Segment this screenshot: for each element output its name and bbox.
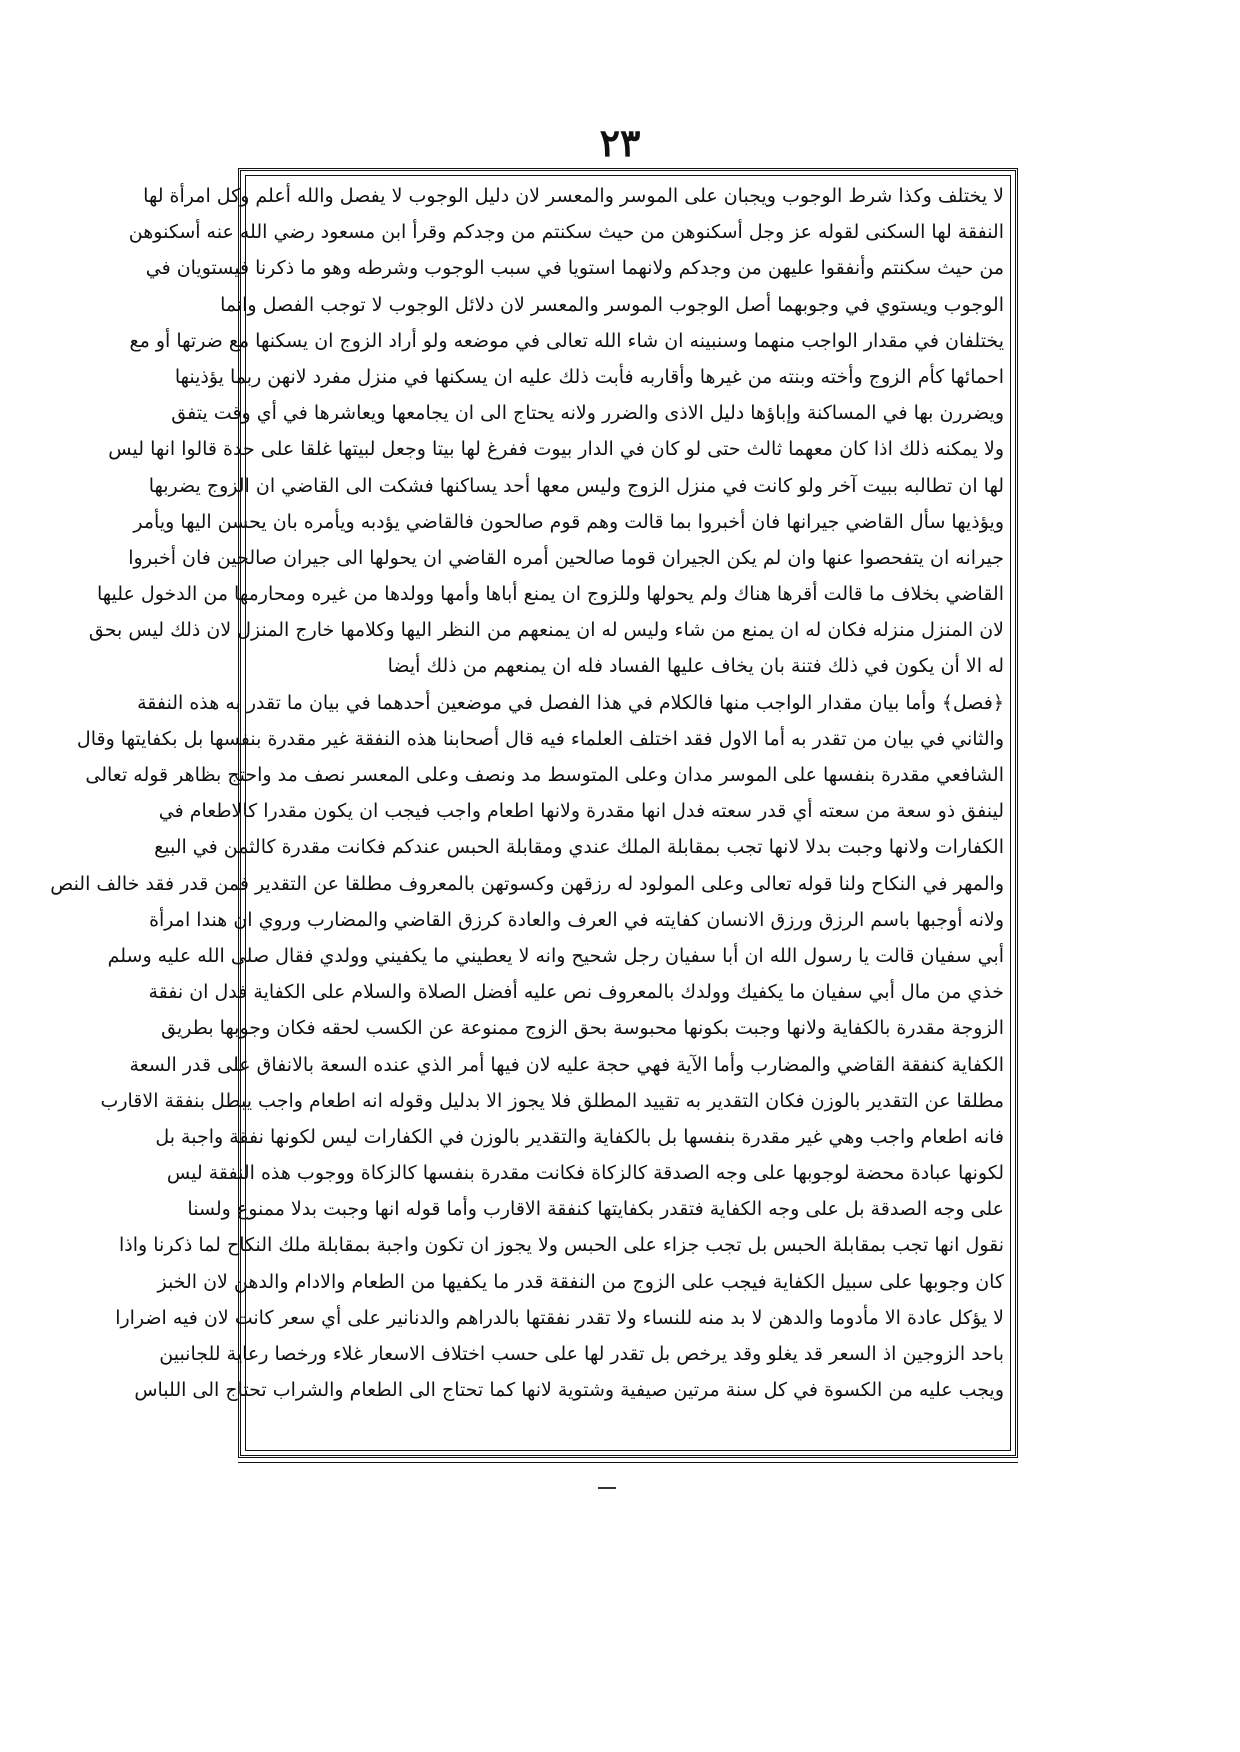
body-text [50,178,1004,1448]
text-line: له الا أن يكون في ذلك فتنة بان يخاف عليها الفساد فله ان يمنعهم من ذلك أيضا [387,655,1004,678]
text-line: والثاني في بيان من تقدر به أما الاول فقد اختلف العلماء فيه قال أصحابنا هذه النفقة غير مقدرة بنفسها بل بكفايتها وقال [76,727,1004,750]
text-line: لان المنزل منزله فكان له ان يمنع من شاء وليس له ان يمنعهم من النظر اليها وكلامها خارج المنزل لان ذلك ليس بحق [88,619,1004,642]
text-line: الكفارات ولانها وجبت بدلا لانها تجب بمقابلة الملك عندي ومقابلة الحبس عندكم فكانت مقدرة كالثمن في البيع [154,836,1004,859]
text-line: خذي من مال أبي سفيان ما يكفيك وولدك بالمعروف نص عليه أفضل الصلاة والسلام على الكفاية فدل ان نفقة [148,981,1004,1004]
text-line: ويؤذيها سأل القاضي جيرانها فان أخبروا بما قالت وهم قوم صالحون فالقاضي يؤدبه ويأمره بان يحسن اليها ويأمر [133,510,1004,533]
text-line: والمهر في النكاح ولنا قوله تعالى وعلى المولود له رزقهن وكسوتهن بالمعروف مطلقا عن التقدير فمن قدر فقد خالف النص [50,872,1004,895]
text-line: الزوجة مقدرة بالكفاية ولانها وجبت بكونها محبوسة بحق الزوج ممنوعة عن الكسب لحقه فكان وجوبها بطريق [161,1017,1004,1040]
text-line: القاضي بخلاف ما قالت أقرها هناك ولم يحولها وللزوج ان يمنع أباها وأمها وولدها من غيره ومحارمها من الدخول عليها [96,583,1004,606]
text-line: أبي سفيان قالت يا رسول الله ان أبا سفيان رجل شحيح وانه لا يعطيني ما يكفيني وولدي فقال صلى الله عليه وسلم [107,944,1004,967]
text-line: احمائها كأم الزوج وأخته وبنته من غيرها وأقاربه فأبت ذلك عليه ان يسكنها في منزل مفرد لانهن ربما يؤذينها [174,365,1004,388]
text-line: على وجه الصدقة بل على وجه الكفاية فتقدر بكفايتها كنفقة الاقارب وأما قوله انها وجبت بدلا ممنوع ولسنا [187,1198,1004,1221]
text-line: يختلفان في مقدار الواجب منهما وسنبينه ان شاء الله تعالى في موضعه ولو أراد الزوج ان يسكنها مع ضرتها أو مع [129,329,1004,352]
text-line: الشافعي مقدرة بنفسها على الموسر مدان وعلى المتوسط مد ونصف وعلى المعسر نصف مد واحتج بظاهر قوله تعالى [85,764,1004,786]
text-line: كان وجوبها على سبيل الكفاية فيجب على الزوج من النفقة قدر ما يكفيها من الطعام والادام والدهن لان الخبز [157,1270,1004,1293]
text-line: باحد الزوجين اذ السعر قد يغلو وقد يرخص بل تقدر لها على حسب اختلاف الاسعار غلاء ورخصا رعاية للجانبين [159,1343,1004,1365]
text-line: لينفق ذو سعة من سعته أي قدر سعته فدل انها مقدرة ولانها اطعام واجب فيجب ان يكون مقدرا كالاطعام في [158,800,1004,823]
text-line: فانه اطعام واجب وهي غير مقدرة بنفسها بل بالكفاية والتقدير بالوزن في الكفارات ليس لكونها نفقة واجبة بل [155,1125,1004,1148]
text-line: جيرانه ان يتفحصوا عنها وان لم يكن الجيران قوما صالحين أمره القاضي ان يحولها الى جيران صالحين فان أخبروا [128,546,1004,569]
stray-ink-mark [598,1487,616,1489]
text-line: لا يؤكل عادة الا مأدوما والدهن لا بد منه للنساء ولا تقدر نفقتها بالدراهم والدنانير على أي سعر كانت لان فيه اضرارا [115,1306,1004,1329]
text-line: ويضررن بها في المساكنة وإباؤها دليل الاذى والضرر ولانه يحتاج الى ان يجامعها ويعاشرها في أي وقت يتفق [171,402,1004,425]
text-line: ولا يمكنه ذلك اذا كان معهما ثالث حتى لو كان في الدار بيوت ففرغ لها بيتا وجعل لبيتها غلقا على حدة قالوا انها ليس [108,438,1004,461]
page-number: ٢٣ [599,120,641,165]
text-line: النفقة لها السكنى لقوله عز وجل أسكنوهن من حيث سكنتم من وجدكم وقرأ ابن مسعود رضي الله عنه أسكنوهن [128,221,1004,244]
text-line: من حيث سكنتم وأنفقوا عليهن من وجدكم ولانهما استويا في سبب الوجوب وشرطه وهو ما ذكرنا فيستويان في [145,257,1004,280]
text-line: ولانه أوجبها باسم الرزق ورزق الانسان كفايته في العرف والعادة كرزق القاضي والمضارب وروي ان هندا امرأة [149,908,1004,931]
text-line: ويجب عليه من الكسوة في كل سنة مرتين صيفية وشتوية لانها كما تحتاج الى الطعام والشراب تحتاج الى اللباس [134,1379,1004,1402]
text-line [252,1408,1004,1444]
text-line: مطلقا عن التقدير بالوزن فكان التقدير به تقييد المطلق فلا يجوز الا بدليل وقوله انه اطعام واجب يبطل بنفقة الاقارب [100,1089,1004,1112]
text-line: لها ان تطالبه ببيت آخر ولو كانت في منزل الزوج وليس معها أحد يساكنها فشكت الى القاضي ان الزوج يضربها [148,474,1004,497]
bottom-rule [238,1462,1018,1463]
text-line: لا يختلف وكذا شرط الوجوب ويجبان على الموسر والمعسر لان دليل الوجوب لا يفصل والله أعلم وكل امرأة لها [143,185,1004,207]
section-heading-line: ﴿فصل﴾ وأما بيان مقدار الواجب منها فالكلام في هذا الفصل في موضعين أحدهما في بيان ما تقدر به هذه النفقة [137,691,1004,714]
text-line: نقول انها تجب بمقابلة الحبس بل تجب جزاء على الحبس ولا يجوز ان تكون واجبة بمقابلة ملك النكاح لما ذكرنا واذا [119,1234,1004,1257]
text-line: الوجوب ويستوي في وجوبهما أصل الوجوب الموسر والمعسر لان دلائل الوجوب لا توجب الفصل وانما [220,293,1004,316]
text-line: الكفاية كنفقة القاضي والمضارب وأما الآية فهي حجة عليه لان فيها أمر الذي عنده السعة بالانفاق على قدر السعة [129,1053,1004,1076]
text-line: لكونها عبادة محضة لوجوبها على وجه الصدقة كالزكاة فكانت مقدرة بنفسها كالزكاة ووجوب هذه النفقة ليس [166,1162,1004,1185]
